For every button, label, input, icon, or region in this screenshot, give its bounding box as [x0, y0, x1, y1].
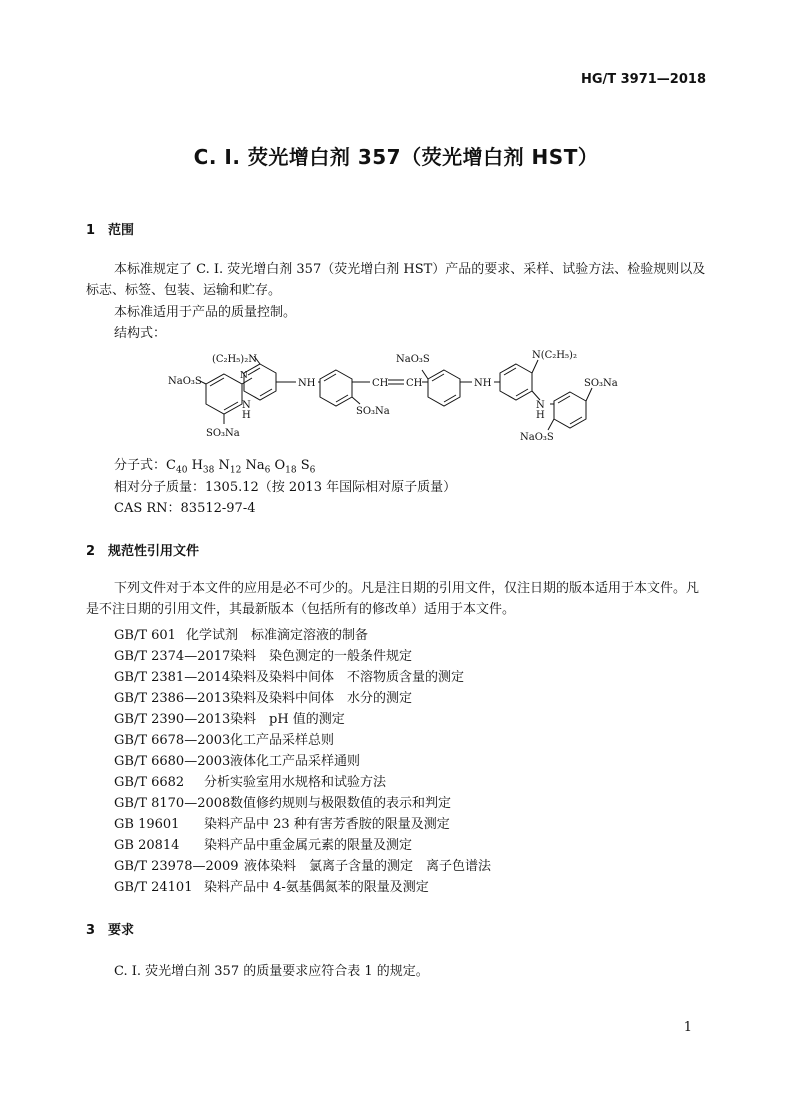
reference-item — [114, 666, 464, 685]
reference-code: GB/T 2381—2014 — [114, 670, 231, 685]
reference-item — [114, 687, 412, 706]
requirements-paragraph: C. I. 荧光增白剂 357 的质量要求应符合表 1 的规定。 — [114, 964, 429, 979]
benzene-ring-left — [206, 374, 242, 414]
reference-item — [114, 771, 386, 790]
reference-code: GB/T 24101 — [114, 880, 193, 895]
right-sulfo-bottom-label: NaO₃S — [520, 432, 554, 443]
reference-title: 染料产品中重金属元素的限量及测定 — [204, 838, 413, 853]
section-number: 3 — [86, 923, 96, 938]
reference-title: 染料 染色测定的一般条件规定 — [230, 649, 413, 664]
formula-s: S — [300, 458, 310, 473]
section-title: 要求 — [108, 923, 135, 938]
reference-code: GB/T 601 — [114, 628, 176, 643]
reference-title: 化学试剂 标准滴定溶液的制备 — [186, 628, 369, 643]
scope-paragraph: 本标准规定了 C. I. 荧光增白剂 357（荧光增白剂 HST）产品的要求、采样、试验方法、检验规则以及标志、标签、包装、运输和贮存。 — [86, 262, 706, 298]
formula-h: H — [191, 458, 203, 473]
formula-n-count: 12 — [229, 465, 242, 476]
reference-title: 数值修约规则与极限数值的表示和判定 — [230, 796, 452, 811]
benzene-ring-center-2 — [428, 370, 460, 406]
reference-code: GB/T 6680—2003 — [114, 754, 231, 769]
reference-code: GB/T 6678—2003 — [114, 733, 231, 748]
section-2-heading — [86, 540, 199, 559]
formula-o: O — [274, 458, 286, 473]
formula-h-count: 38 — [202, 465, 215, 476]
reference-title: 染料及染料中间体 水分的测定 — [230, 691, 413, 706]
section-number: 1 — [86, 223, 96, 238]
reference-item — [114, 855, 491, 874]
ch2-label: CH — [406, 378, 423, 389]
left-amine-label: (C₂H₅)₂N — [212, 354, 257, 365]
reference-code: GB 20814 — [114, 838, 180, 853]
reference-item — [114, 708, 345, 727]
reference-item — [114, 624, 368, 643]
page-title: C. I. 荧光增白剂 357（荧光增白剂 HST） — [193, 145, 599, 169]
reference-title: 染料产品中 23 种有害芳香胺的限量及测定 — [204, 817, 450, 832]
reference-code: GB/T 2386—2013 — [114, 691, 231, 706]
formula-na: Na — [245, 458, 265, 473]
formula-o-count: 18 — [285, 465, 297, 476]
reference-code: GB/T 2374—2017 — [114, 649, 231, 664]
reference-code: GB/T 2390—2013 — [114, 712, 231, 727]
reference-item — [114, 813, 450, 832]
reference-code: GB/T 8170—2008 — [114, 796, 231, 811]
center-sulfo-top-label: NaO₃S — [396, 354, 430, 365]
structural-formula — [160, 342, 640, 446]
reference-item — [114, 834, 412, 853]
reference-item — [114, 876, 429, 895]
reference-title: 化工产品采样总则 — [230, 733, 335, 748]
scope-applicability: 本标准适用于产品的质量控制。 — [114, 305, 297, 320]
triazine-n-label: N — [240, 371, 248, 381]
reference-item — [114, 792, 451, 811]
cas-number: CAS RN：83512-97-4 — [114, 501, 256, 516]
benzene-ring-center-1 — [320, 370, 352, 406]
nh-left-label: NH — [298, 378, 316, 389]
formula-c-count: 40 — [175, 465, 188, 476]
reference-item — [114, 750, 360, 769]
page-number: 1 — [683, 1020, 692, 1035]
formula-c: C — [166, 458, 176, 473]
benzene-ring-right — [554, 392, 586, 428]
reference-code: GB 19601 — [114, 817, 180, 832]
reference-code: GB/T 6682 — [114, 775, 185, 790]
formula-n: N — [218, 458, 230, 473]
reference-title: 染料及染料中间体 不溶物质含量的测定 — [230, 670, 465, 685]
right-amine-label: N(C₂H₅)₂ — [532, 350, 577, 361]
standard-number: HG/T 3971—2018 — [580, 72, 706, 87]
reference-title: 分析实验室用水规格和试验方法 — [204, 775, 387, 790]
formula-s-count: 6 — [309, 465, 316, 476]
triazine-ring-left — [244, 364, 276, 400]
molecular-formula — [114, 454, 315, 476]
triazine-ring-right — [500, 364, 532, 400]
nh-right2-h-label: H — [536, 410, 545, 421]
left-sulfo-top-label: NaO₃S — [168, 376, 202, 387]
reference-title: 染料 pH 值的测定 — [230, 712, 345, 727]
structure-label: 结构式： — [114, 326, 167, 341]
reference-item — [114, 645, 412, 664]
ch1-label: CH — [372, 378, 389, 389]
section-3-heading — [86, 919, 134, 938]
reference-code: GB/T 23978—2009 — [114, 859, 239, 874]
nh-below-n-label: N — [242, 400, 251, 411]
reference-title: 液体染料 氯离子含量的测定 离子色谱法 — [244, 859, 492, 874]
section-1-heading — [86, 219, 134, 238]
formula-label: 分子式： — [114, 458, 167, 473]
molecular-mass: 相对分子质量：1305.12（按 2013 年国际相对原子质量） — [114, 480, 457, 495]
nh-right2-n-label: N — [536, 400, 545, 411]
nh-below-h-label: H — [242, 410, 251, 421]
reference-title: 液体化工产品采样通则 — [230, 754, 361, 769]
section-title: 规范性引用文件 — [108, 544, 200, 559]
right-sulfo-right-label: SO₃Na — [584, 378, 618, 389]
reference-item — [114, 729, 334, 748]
section-number: 2 — [86, 544, 96, 559]
section-title: 范围 — [108, 223, 135, 238]
formula-na-count: 6 — [264, 465, 271, 476]
left-sulfo-bottom-label: SO₃Na — [206, 428, 240, 439]
reference-title: 染料产品中 4-氨基偶氮苯的限量及测定 — [204, 880, 429, 895]
structure-bonds — [198, 356, 592, 430]
references-paragraph: 下列文件对于本文件的应用是必不可少的。凡是注日期的引用文件，仅注日期的版本适用于本文件。凡是不注日期的引用文件，其最新版本（包括所有的修改单）适用于本文件。 — [86, 581, 700, 617]
nh-right-label: NH — [474, 378, 492, 389]
center-sulfo-bottom-label: SO₃Na — [356, 406, 390, 417]
